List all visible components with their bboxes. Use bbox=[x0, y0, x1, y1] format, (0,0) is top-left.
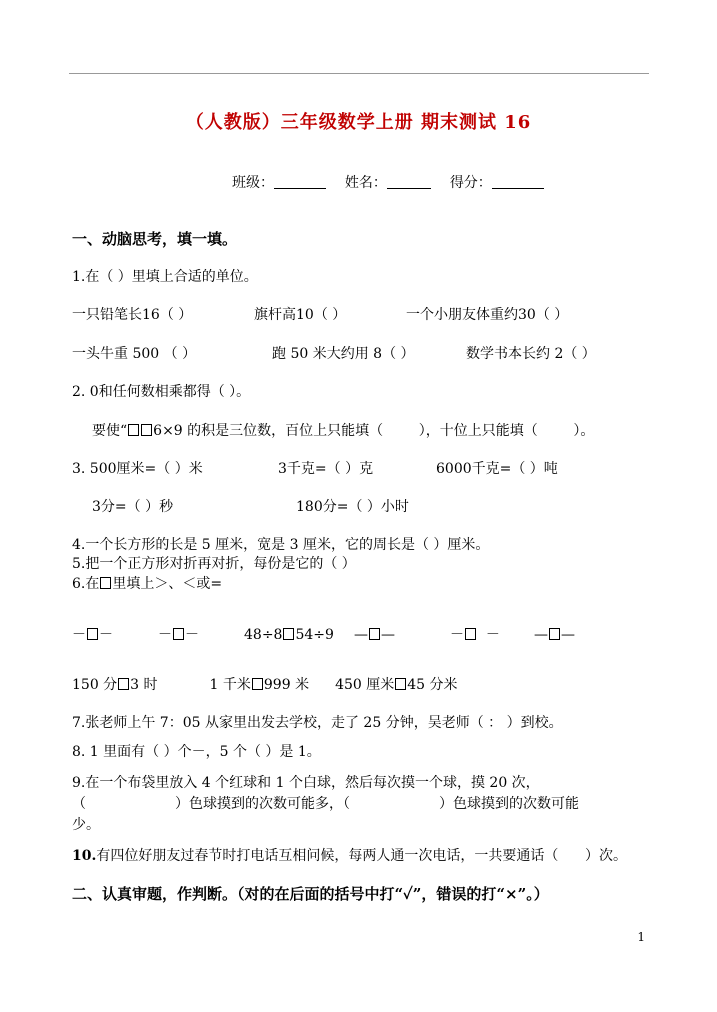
page-number: 1 bbox=[637, 930, 645, 944]
box-icon[interactable] bbox=[465, 628, 476, 640]
q9-line2: （ ）色球摸到的次数可能多，（ ）色球摸到的次数可能 bbox=[72, 796, 580, 812]
fraction-compare-5: — — bbox=[534, 627, 575, 643]
page-title: （人教版）三年级数学上册 期末测试 16 bbox=[185, 112, 532, 133]
q1-item-pencil: 一只铅笔长16（ ） bbox=[72, 307, 193, 323]
q1-item-flagpole: 旗杆高10（ ） bbox=[254, 307, 347, 323]
section2-heading: 二、认真审题，作判断。（对的在后面的括号中打“✓”，错误的打“×”。） bbox=[72, 885, 549, 903]
box-icon bbox=[141, 424, 152, 436]
student-info-line bbox=[232, 172, 544, 192]
q6-compare-row1 bbox=[72, 624, 604, 644]
box-icon[interactable] bbox=[252, 678, 263, 690]
q9-line1: 9.在一个布袋里放入 4 个红球和 1 个白球，然后每次摸一个球，摸 20 次， bbox=[72, 775, 540, 791]
q7: 7.张老师上午 7：05 从家里出发去学校，走了 25 分钟，吴老师（ ： ）到校。 bbox=[72, 715, 563, 731]
q3-item-hours: 180分=（ ）小时 bbox=[296, 499, 409, 515]
name-blank[interactable] bbox=[387, 174, 431, 189]
name-label: 姓名： bbox=[344, 175, 387, 191]
header-rule bbox=[69, 73, 649, 74]
box-icon[interactable] bbox=[283, 628, 294, 640]
box-icon bbox=[128, 424, 139, 436]
q6-stem: 6.在 里填上＞、＜或= bbox=[72, 576, 223, 592]
box-icon[interactable] bbox=[118, 678, 129, 690]
q6-compare-row2: 150 分 3 时 1 千米 999 米 450 厘米 45 分米 bbox=[72, 677, 458, 693]
q1-stem: 1.在（ ）里填上合适的单位。 bbox=[72, 269, 258, 285]
box-icon[interactable] bbox=[549, 628, 560, 640]
q1-item-run: 跑 50 米大约用 8（ ） bbox=[272, 346, 415, 362]
q2-line2: 要使“ 6×9 的积是三位数，百位上只能填（ ），十位上只能填（ ）。 bbox=[92, 423, 595, 439]
score-label: 得分： bbox=[449, 175, 492, 191]
box-icon[interactable] bbox=[173, 628, 184, 640]
division-compare: 48÷8 54÷9 bbox=[244, 627, 334, 643]
q10: 10.有四位好朋友过春节时打电话互相问候，每两人通一次电话，一共要通话（ ）次。 bbox=[72, 848, 628, 864]
box-icon[interactable] bbox=[87, 628, 98, 640]
q1-item-book: 数学书本长约 2（ ） bbox=[466, 346, 596, 362]
q2-line1: 2. 0和任何数相乘都得（ ）。 bbox=[72, 384, 251, 400]
q3-item-cm: 3. 500厘米=（ ）米 bbox=[72, 461, 203, 477]
fraction-compare-3: — — bbox=[354, 627, 395, 643]
q3-item-seconds: 3分=（ ）秒 bbox=[92, 499, 174, 515]
q1-item-child-weight: 一个小朋友体重约30（ ） bbox=[406, 307, 569, 323]
q9-line3: 少。 bbox=[72, 817, 100, 833]
score-blank[interactable] bbox=[492, 174, 544, 189]
class-label: 班级： bbox=[232, 175, 274, 191]
section1-heading: 一、动脑思考，填一填。 bbox=[72, 230, 238, 248]
box-icon[interactable] bbox=[395, 678, 406, 690]
q1-item-cow: 一头牛重 500 （ ） bbox=[72, 346, 197, 362]
q5: 5.把一个正方形对折再对折，每份是它的（ ） bbox=[72, 556, 356, 572]
q4: 4.一个长方形的长是 5 厘米，宽是 3 厘米，它的周长是（ ）厘米。 bbox=[72, 537, 490, 553]
box-icon[interactable] bbox=[369, 628, 380, 640]
fraction-compare-2: － － bbox=[158, 627, 199, 643]
q8: 8. 1 里面有（ ）个－，5 个（ ）是 1。 bbox=[72, 744, 321, 760]
fraction-compare-4: － － bbox=[450, 627, 500, 643]
q3-item-kg: 3千克=（ ）克 bbox=[278, 461, 374, 477]
class-blank[interactable] bbox=[274, 174, 326, 189]
box-icon bbox=[100, 577, 111, 589]
fraction-compare-1: － － bbox=[72, 627, 113, 643]
q3-item-ton: 6000千克=（ ）吨 bbox=[436, 461, 558, 477]
